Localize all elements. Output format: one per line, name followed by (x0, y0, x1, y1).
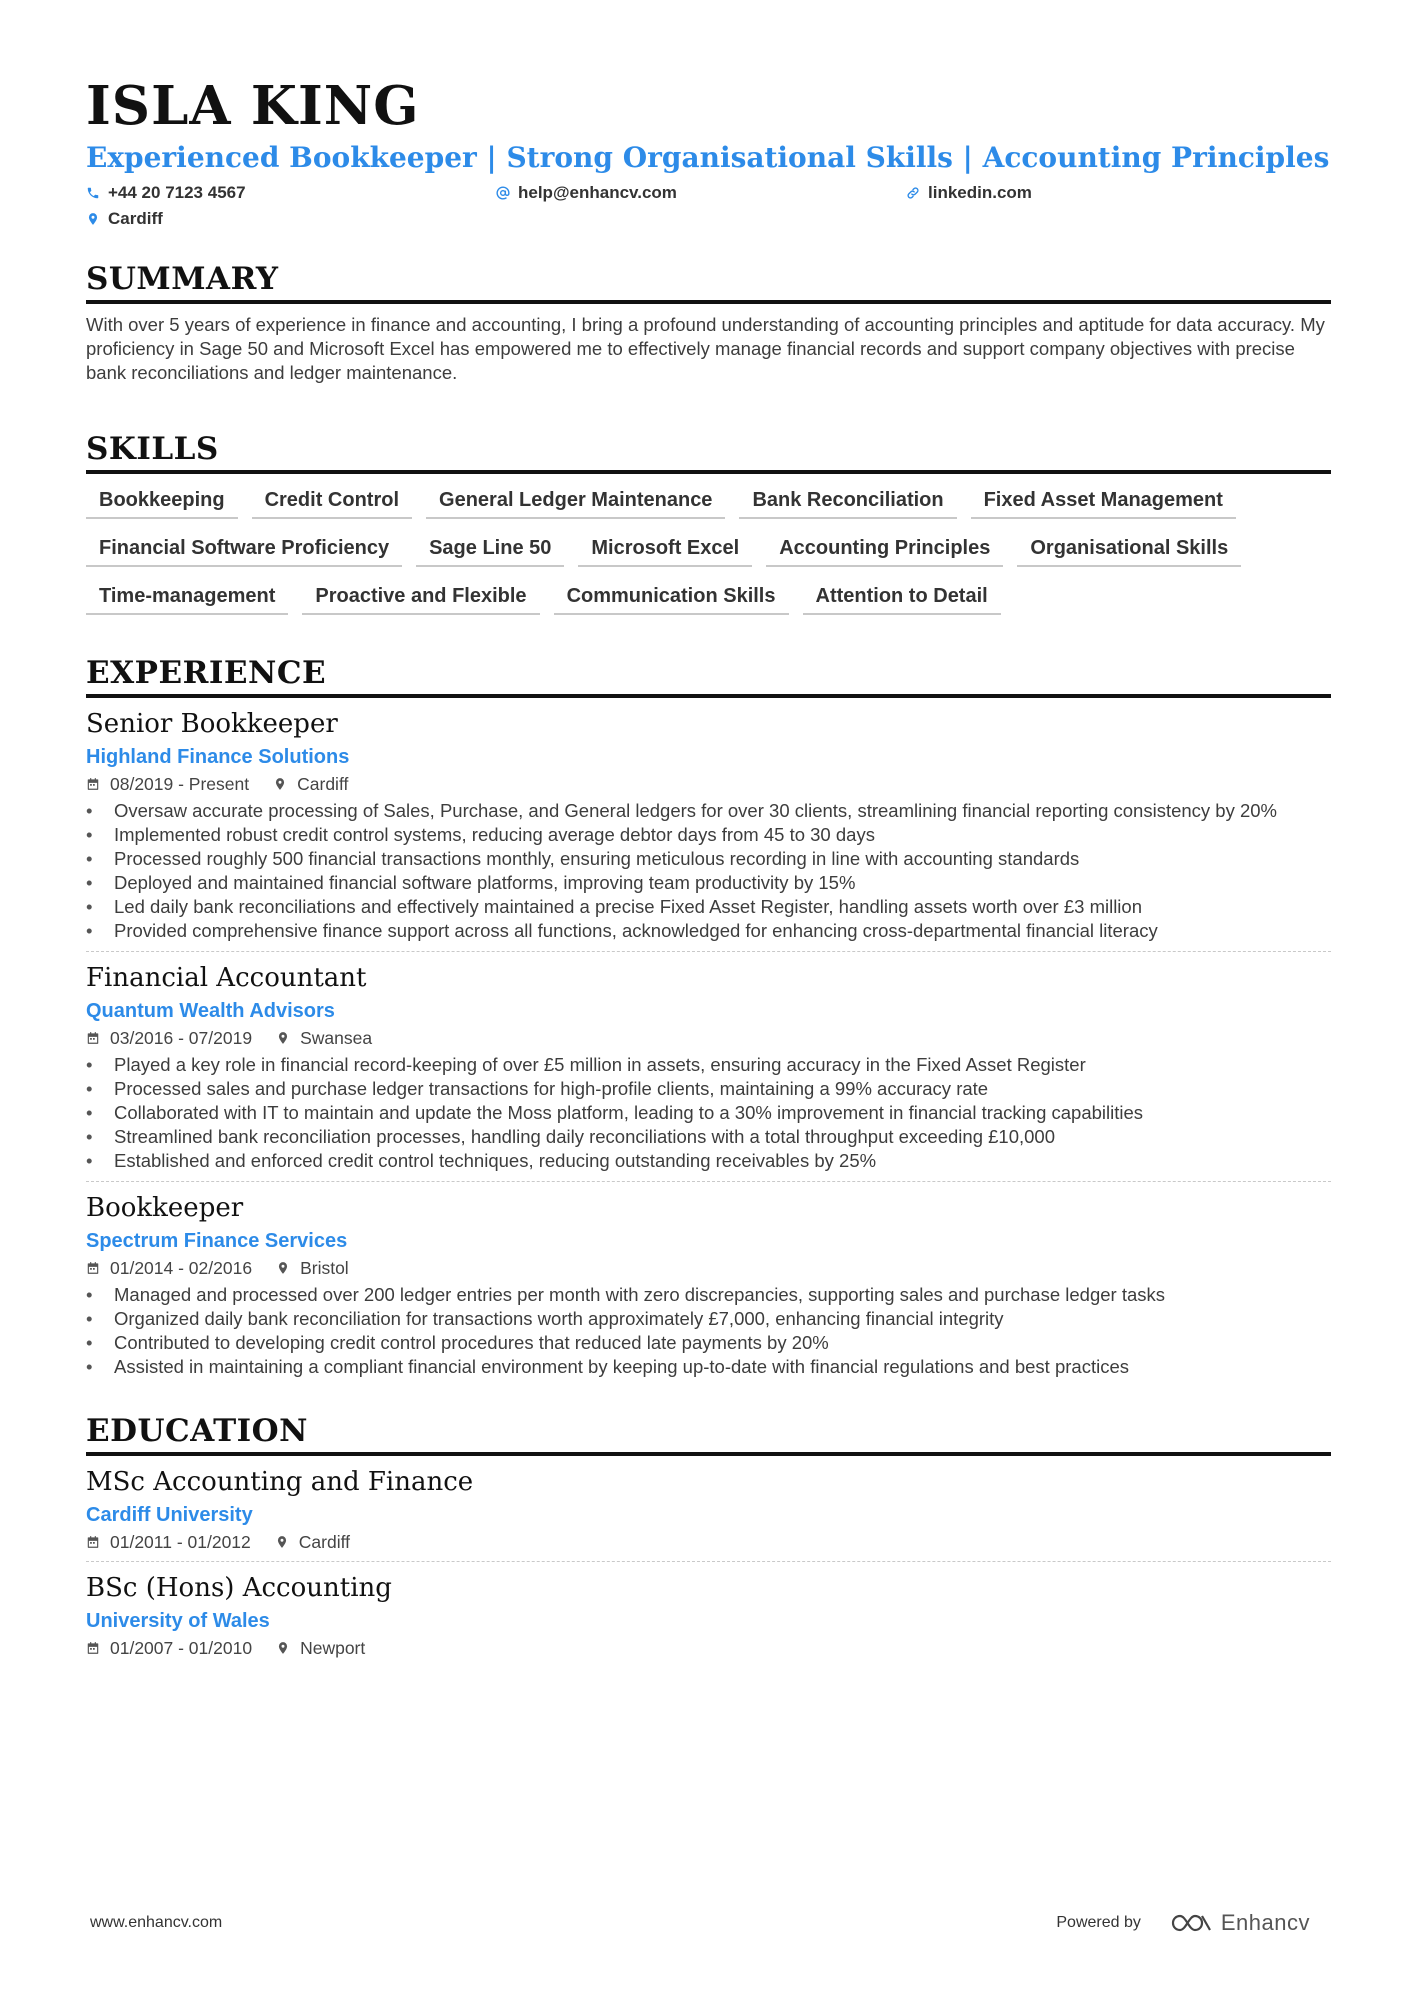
bullet-item: • Oversaw accurate processing of Sales, Purchase, and General ledgers for over 30 clients, streamlining financial reporting consistency by 20% (86, 799, 1331, 823)
company-name: Spectrum Finance Services (86, 1230, 348, 1252)
bullet-item: • Played a key role in financial record-keeping of over £5 million in assets, ensuring accuracy in the Fixed Asset Register (86, 1053, 1331, 1077)
location-pin-icon (276, 1031, 290, 1045)
powered-by-label: Powered by (1056, 1914, 1141, 1931)
calendar-icon (86, 1641, 100, 1655)
skill-tag: Credit Control (252, 483, 412, 519)
calendar-icon (86, 1535, 100, 1549)
skills-title: SKILLS (86, 431, 1331, 474)
brand-name: Enhancv (1220, 1910, 1310, 1935)
job-location-text: Bristol (300, 1258, 349, 1278)
job-title: Senior Bookkeeper (86, 709, 338, 739)
skills-list (86, 483, 1331, 615)
job-dates: 03/2016 - 07/2019 (110, 1028, 253, 1048)
education-meta (86, 1531, 1331, 1553)
education-entry (86, 1456, 1331, 1562)
bullet-item: • Deployed and maintained financial software platforms, improving team productivity by 15% (86, 871, 1331, 895)
skill-tag: Proactive and Flexible (302, 579, 539, 615)
location-text: Cardiff (108, 208, 163, 228)
experience-entry (86, 698, 1331, 952)
email-text: help@enhancv.com (518, 182, 677, 202)
job-bullets (86, 1283, 1331, 1379)
skill-tag: Bookkeeping (86, 483, 238, 519)
job-title: Financial Accountant (86, 963, 367, 993)
bullet-item: • Led daily bank reconciliations and effectively maintained a precise Fixed Asset Register, handling assets worth over £3 million (86, 895, 1331, 919)
headline: Experienced Bookkeeper | Strong Organisational Skills | Accounting Principles (86, 141, 1330, 174)
location-row (86, 206, 1331, 231)
skill-tag: Microsoft Excel (578, 531, 752, 567)
education-location (276, 1637, 365, 1659)
bullet-item: • Processed roughly 500 financial transactions monthly, ensuring meticulous recording in line with accounting standards (86, 847, 1331, 871)
skill-tag: Attention to Detail (803, 579, 1001, 615)
company-name: Highland Finance Solutions (86, 746, 350, 768)
school-name: University of Wales (86, 1610, 270, 1632)
job-meta (86, 773, 1331, 795)
phone-icon (86, 186, 100, 200)
job-location-text: Swansea (300, 1028, 373, 1048)
bullet-item: • Processed sales and purchase ledger transactions for high-profile clients, maintaining a 99% accuracy rate (86, 1077, 1331, 1101)
experience-title: EXPERIENCE (86, 655, 1331, 698)
contact-location (86, 206, 163, 231)
school-name: Cardiff University (86, 1504, 253, 1526)
contact-email[interactable] (496, 180, 906, 205)
contact-phone[interactable] (86, 180, 496, 205)
bullet-item: • Provided comprehensive finance support across all functions, acknowledged for enhancing cross-departmental financial literacy (86, 919, 1331, 943)
job-bullets (86, 1053, 1331, 1173)
bullet-item: • Implemented robust credit control systems, reducing average debtor days from 45 to 30 days (86, 823, 1331, 847)
contact-linkedin[interactable] (906, 180, 1032, 205)
at-icon (496, 186, 510, 200)
calendar-icon (86, 1031, 100, 1045)
job-location (273, 773, 348, 795)
job-location (276, 1257, 349, 1279)
job-location (276, 1027, 372, 1049)
education-location-text: Newport (300, 1638, 366, 1658)
location-pin-icon (276, 1641, 290, 1655)
link-icon (906, 186, 920, 200)
skills-section (86, 431, 1331, 615)
experience-entry (86, 1182, 1331, 1387)
job-location-text: Cardiff (297, 774, 349, 794)
education-location-text: Cardiff (298, 1532, 351, 1552)
location-pin-icon (273, 777, 287, 791)
education-entry (86, 1562, 1331, 1667)
skill-tag: Organisational Skills (1017, 531, 1241, 567)
bullet-item: • Organized daily bank reconciliation for transactions worth approximately £7,000, enhancing financial integrity (86, 1307, 1331, 1331)
summary-text: With over 5 years of experience in finance and accounting, I bring a profound understanding of accounting principles and aptitude for data accuracy. My proficiency in Sage 50 and Microsoft Excel has empowered me to effectively manage financial records and support company objectives with precise bank reconciliations and ledger maintenance. (86, 314, 1325, 383)
skill-tag: Sage Line 50 (416, 531, 564, 567)
phone-text: +44 20 7123 4567 (108, 182, 246, 202)
education-dates: 01/2007 - 01/2010 (110, 1638, 253, 1658)
degree-title: BSc (Hons) Accounting (86, 1573, 392, 1603)
page-footer (90, 1908, 1310, 1938)
bullet-item: • Contributed to developing credit control procedures that reduced late payments by 20% (86, 1331, 1331, 1355)
resume-page (86, 76, 1331, 1667)
job-dates: 01/2014 - 02/2016 (110, 1258, 253, 1278)
experience-entry (86, 952, 1331, 1182)
skill-tag: Accounting Principles (766, 531, 1003, 567)
calendar-icon (86, 1261, 100, 1275)
linkedin-text: linkedin.com (928, 182, 1032, 202)
education-location (275, 1531, 350, 1553)
calendar-icon (86, 777, 100, 791)
job-dates: 08/2019 - Present (110, 774, 250, 794)
contact-row (86, 180, 1331, 205)
resume-header (86, 76, 1331, 231)
candidate-name: ISLA KING (86, 75, 420, 137)
education-meta (86, 1637, 1331, 1659)
company-name: Quantum Wealth Advisors (86, 1000, 335, 1022)
location-pin-icon (276, 1261, 290, 1275)
skill-tag: General Ledger Maintenance (426, 483, 725, 519)
degree-title: MSc Accounting and Finance (86, 1467, 474, 1497)
skill-tag: Communication Skills (554, 579, 789, 615)
enhancv-logo-icon (1169, 1911, 1213, 1935)
footer-url[interactable]: www.enhancv.com (90, 1914, 223, 1931)
job-title: Bookkeeper (86, 1193, 244, 1223)
skill-tag: Fixed Asset Management (971, 483, 1236, 519)
skill-tag: Financial Software Proficiency (86, 531, 402, 567)
bullet-item: • Assisted in maintaining a compliant financial environment by keeping up-to-date with financial regulations and best practices (86, 1355, 1331, 1379)
bullet-item: • Collaborated with IT to maintain and update the Moss platform, leading to a 30% improvement in financial tracking capabilities (86, 1101, 1331, 1125)
bullet-item: • Streamlined bank reconciliation processes, handling daily reconciliations with a total throughput exceeding £10,000 (86, 1125, 1331, 1149)
bullet-item: • Managed and processed over 200 ledger entries per month with zero discrepancies, supporting sales and purchase ledger tasks (86, 1283, 1331, 1307)
skill-tag: Time-management (86, 579, 288, 615)
job-meta (86, 1027, 1331, 1049)
job-meta (86, 1257, 1331, 1279)
summary-section (86, 261, 1331, 385)
skill-tag: Bank Reconciliation (739, 483, 956, 519)
location-pin-icon (275, 1535, 289, 1549)
education-dates: 01/2011 - 01/2012 (110, 1532, 251, 1552)
location-pin-icon (86, 212, 100, 226)
powered-by (1056, 1910, 1310, 1936)
summary-title: SUMMARY (86, 261, 1331, 304)
job-bullets (86, 799, 1331, 943)
experience-section (86, 655, 1331, 1387)
bullet-item: • Established and enforced credit control techniques, reducing outstanding receivables by 25% (86, 1149, 1331, 1173)
education-section (86, 1413, 1331, 1667)
education-title: EDUCATION (86, 1413, 1331, 1456)
